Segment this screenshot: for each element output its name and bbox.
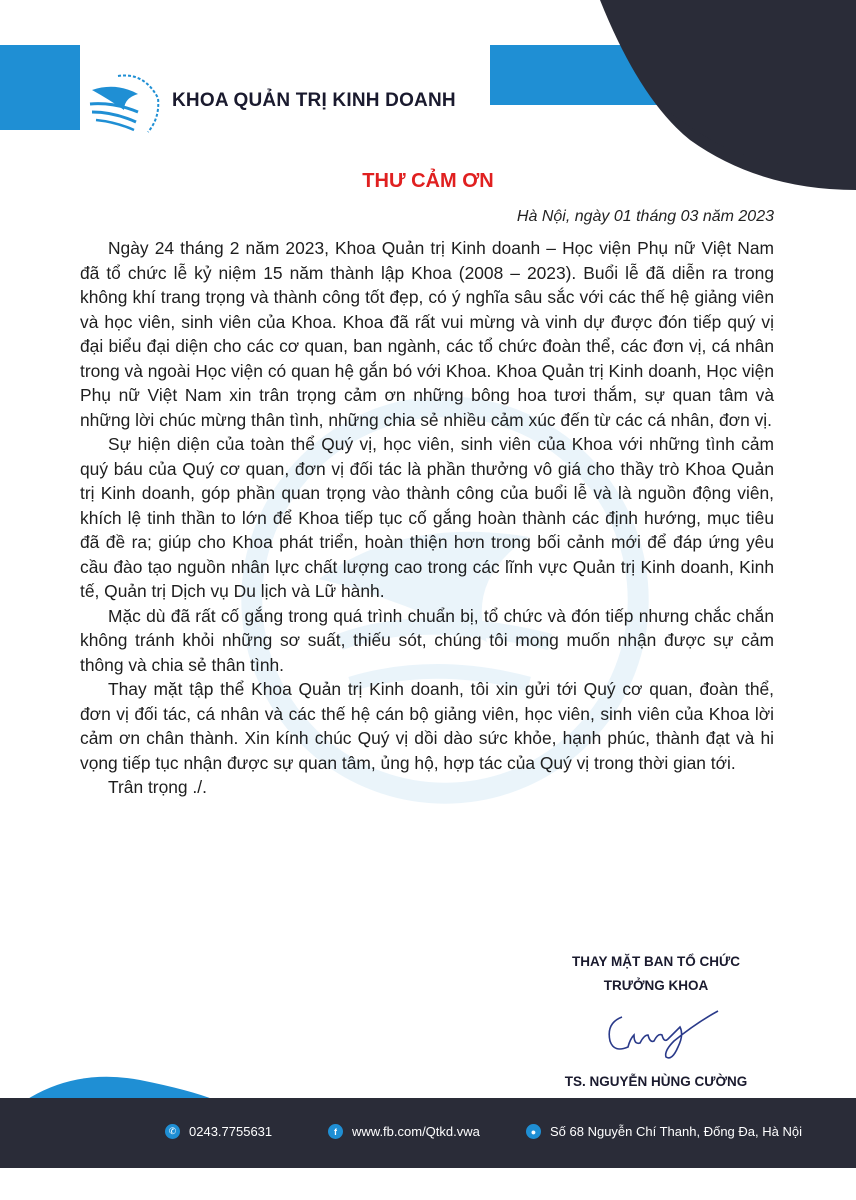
phone-icon: ✆ — [165, 1124, 180, 1139]
footer-bar — [0, 1098, 856, 1168]
signature-title: TRƯỞNG KHOA — [603, 978, 709, 993]
footer-phone — [165, 1124, 272, 1139]
handwritten-signature — [600, 1005, 730, 1065]
paragraph: Mặc dù đã rất cố gắng trong quá trình chuẩn bị, tổ chức và đón tiếp nhưng chắc chắn không tránh khỏi những sơ suất, thiếu sót, chúng tôi mong muốn nhận được sự cảm thông và chia sẻ thân tình. — [80, 605, 774, 675]
facebook-icon: f — [328, 1124, 343, 1139]
letter-title: THƯ CẢM ƠN — [362, 170, 494, 192]
closing: Trân trọng ./. — [108, 777, 207, 797]
paragraph: Sự hiện diện của toàn thể Quý vị, học viên, sinh viên của Khoa với những tình cảm quý báu của Quý cơ quan, đơn vị đối tác là phần thưởng vô giá cho thầy trò Khoa Quản trị Kinh doanh, góp phần quan trọng vào thành công của buổi lễ và là nguồn động viên, khích lệ tinh thần to lớn để Khoa tiếp tục cố gắng hoàn thành các định hướng, mục tiêu đã đề ra; giúp cho Khoa phát triển, hoàn thiện hơn trong bối cảnh mới để đáp ứng yêu cầu đào tạo nguồn nhân lực chất lượng cao trong các lĩnh vực Quản trị Kinh doanh, Kinh tế, Quản trị Dịch vụ Du lịch và Lữ hành. — [80, 434, 774, 601]
signature-role: THAY MẶT BAN TỔ CHỨC — [572, 954, 740, 969]
location-icon: ● — [526, 1124, 541, 1139]
phone-number: 0243.7755631 — [189, 1124, 273, 1139]
footer-facebook[interactable] — [328, 1124, 480, 1139]
footer-address — [526, 1124, 802, 1139]
address-text: Số 68 Nguyễn Chí Thanh, Đống Đa, Hà Nội — [550, 1124, 802, 1139]
paragraph: Thay mặt tập thể Khoa Quản trị Kinh doanh, tôi xin gửi tới Quý cơ quan, đoàn thể, đơn vị đối tác, cá nhân và các thế hệ cán bộ giảng viên, học viên, sinh viên của Khoa lời cảm ơn chân thành. Xin kính chúc Quý vị dồi dào sức khỏe, hạnh phúc, thành đạt và hi vọng tiếp tục nhận được sự quan tâm, ủng hộ, hợp tác của Quý vị trong thời gian tới. — [80, 679, 774, 773]
logo — [88, 68, 166, 138]
facebook-link[interactable]: www.fb.com/Qtkd.vwa — [352, 1124, 480, 1139]
paragraph: Ngày 24 tháng 2 năm 2023, Khoa Quản trị Kinh doanh – Học viện Phụ nữ Việt Nam đã tổ chức lễ kỷ niệm 15 năm thành lập Khoa (2008 – 2023). Buổi lễ đã diễn ra trong không khí trang trọng và thành công tốt đẹp, có ý nghĩa sâu sắc với các thế hệ giảng viên và học viên, sinh viên của Khoa. Khoa đã rất vui mừng và vinh dự được đón tiếp quý vị đại biểu đại diện cho các cơ quan, ban ngành, các tổ chức đoàn thể, các đơn vị, cá nhân trong và ngoài Học viện có quan hệ gắn bó với Khoa. Khoa Quản trị Kinh doanh, Học viện Phụ nữ Việt Nam xin trân trọng cảm ơn những bông hoa tươi thắm, sự quan tâm và những lời chúc mừng thân tình, những chia sẻ nhiều cảm xúc đến từ các cá nhân, đơn vị. — [80, 238, 774, 430]
letter-body — [80, 236, 774, 800]
signer-name: TS. NGUYỄN HÙNG CƯỜNG — [564, 1074, 748, 1089]
header-title: KHOA QUẢN TRỊ KINH DOANH — [172, 90, 456, 111]
bottom-margin — [0, 1168, 856, 1200]
signature-block — [540, 950, 772, 998]
letter-date: Hà Nội, ngày 01 tháng 03 năm 2023 — [516, 208, 774, 225]
